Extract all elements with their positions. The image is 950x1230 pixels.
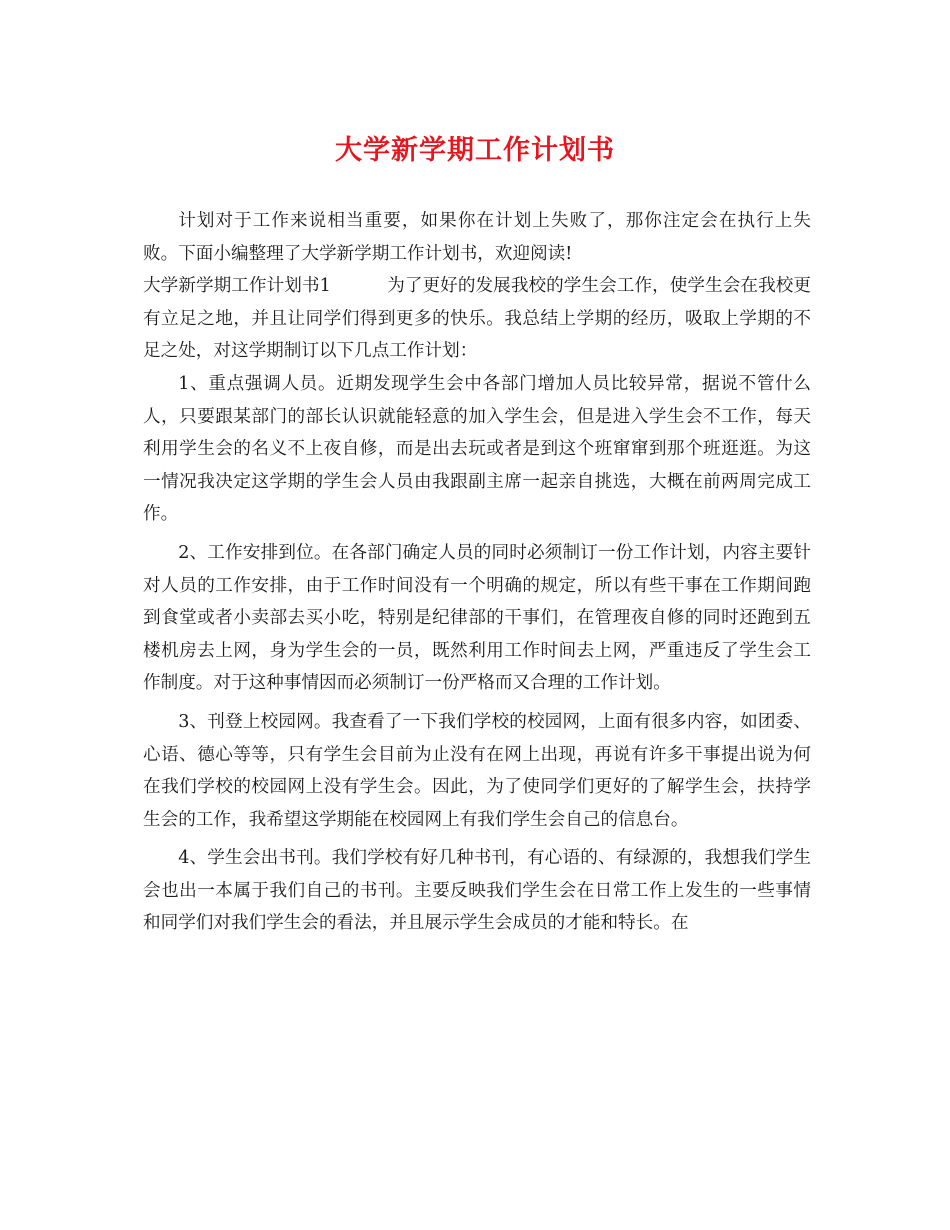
section-1-paragraph [143,270,811,368]
section-1-intro: 为了更好的发展我校的学生会工作，使学生会在我校更有立足之地，并且让同学们得到更多的快乐。我总结上学期的经历，吸取上学期的不足之处，对这学期制订以下几点工作计划： [143,276,811,362]
section-1-heading: 大学新学期工作计划书1 [143,276,331,297]
document-body [143,205,811,940]
item-paragraph-2: 2、工作安排到位。在各部门确定人员的同时必须制订一份工作计划，内容主要针对人员的工作安排，由于工作时间没有一个明确的规定，所以有些干事在工作期间跑到食堂或者小卖部去买小吃，特别是纪律部的干事们，在管理夜自修的同时还跑到五楼机房去上网，身为学生会的一员，既然利用工作时间去上网，严重违反了学生会工作制度。对于这种事情因而必须制订一份严格而又合理的工作计划。 [143,542,811,694]
intro-paragraph: 计划对于工作来说相当重要，如果你在计划上失败了，那你注定会在执行上失败。下面小编整理了大学新学期工作计划书，欢迎阅读! [143,211,811,264]
item-paragraph-1: 1、重点强调人员。近期发现学生会中各部门增加人员比较异常，据说不管什么人，只要跟某部门的部长认识就能轻意的加入学生会，但是进入学生会不工作，每天利用学生会的名义不上夜自修，而是出去玩或者是到这个班窜窜到那个班逛逛。为这一情况我决定这学期的学生会人员由我跟副主席一起亲自挑选，大概在前两周完成工作。 [143,373,811,525]
item-paragraph-3: 3、刊登上校园网。我查看了一下我们学校的校园网，上面有很多内容，如团委、心语、德心等等，只有学生会目前为止没有在网上出现，再说有许多干事提出说为何在我们学校的校园网上没有学生会。因此，为了使同学们更好的了解学生会，扶持学生会的工作，我希望这学期能在校园网上有我们学生会自己的信息台。 [143,711,811,830]
document-title: 大学新学期工作计划书 [335,135,615,166]
item-paragraph-4: 4、学生会出书刊。我们学校有好几种书刊，有心语的、有绿源的，我想我们学生会也出一本属于我们自己的书刊。主要反映我们学生会在日常工作上发生的一些事情和同学们对我们学生会的看法，并且展示学生会成员的才能和特长。在 [143,848,811,934]
